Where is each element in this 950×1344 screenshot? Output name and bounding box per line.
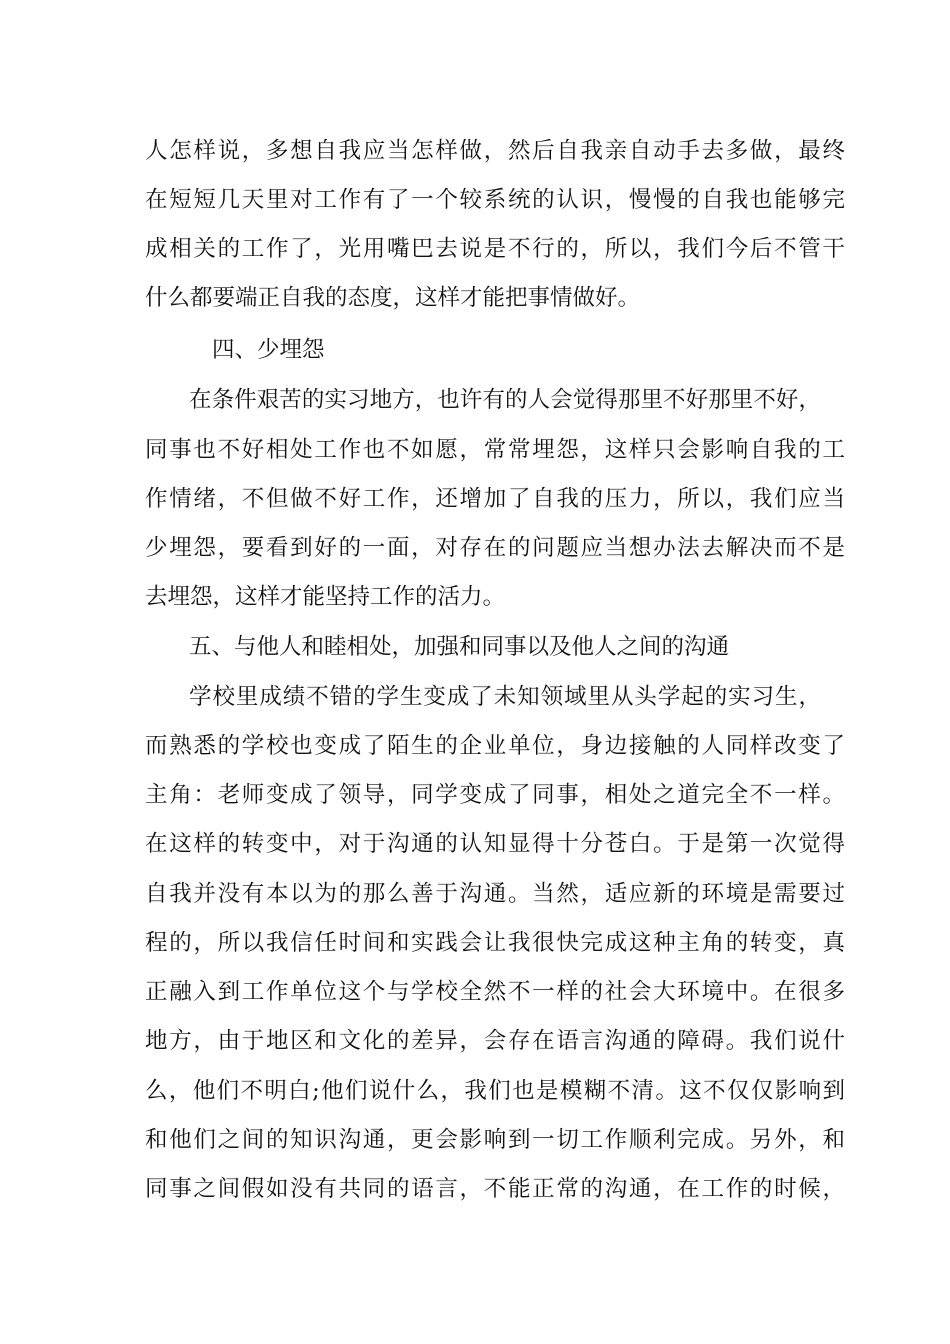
paragraph-line: 程的，所以我信任时间和实践会让我很快完成这种主角的转变，真 <box>145 930 845 956</box>
paragraph-line: 在条件艰苦的实习地方，也许有的人会觉得那里不好那里不好， <box>189 387 821 413</box>
paragraph-line: 在这样的转变中，对于沟通的认知显得十分苍白。于是第一次觉得 <box>145 831 845 857</box>
paragraph-line: 和他们之间的知识沟通，更会影响到一切工作顺利完成。另外，和 <box>145 1127 845 1153</box>
paragraph-line: 少埋怨，要看到好的一面，对存在的问题应当想办法去解决而不是 <box>145 535 845 561</box>
paragraph-line: 么，他们不明白;他们说什么，我们也是模糊不清。这不仅仅影响到 <box>145 1078 845 1104</box>
paragraph-line: 自我并没有本以为的那么善于沟通。当然，适应新的环境是需要过 <box>145 881 845 907</box>
section-heading: 四、少埋怨 <box>212 337 325 363</box>
paragraph-line: 学校里成绩不错的学生变成了未知领域里从头学起的实习生， <box>189 684 821 710</box>
paragraph-line: 同事也不好相处工作也不如愿，常常埋怨，这样只会影响自我的工 <box>145 437 845 463</box>
section-heading: 五、与他人和睦相处，加强和同事以及他人之间的沟通 <box>189 634 730 660</box>
paragraph-line: 地方，由于地区和文化的差异，会存在语言沟通的障碍。我们说什 <box>145 1028 845 1054</box>
paragraph-line: 同事之间假如没有共同的语言，不能正常的沟通，在工作的时候， <box>145 1176 845 1202</box>
paragraph-line: 而熟悉的学校也变成了陌生的企业单位，身边接触的人同样改变了 <box>145 733 845 759</box>
paragraph-line: 在短短几天里对工作有了一个较系统的认识，慢慢的自我也能够完 <box>145 187 845 213</box>
paragraph-line: 什么都要端正自我的态度，这样才能把事情做好。 <box>145 285 641 311</box>
paragraph-line: 主角：老师变成了领导，同学变成了同事，相处之道完全不一样。 <box>145 782 845 808</box>
paragraph-line: 作情绪，不但做不好工作，还增加了自我的压力，所以，我们应当 <box>145 486 845 512</box>
paragraph-line: 去埋怨，这样才能坚持工作的活力。 <box>145 584 506 610</box>
paragraph-line: 成相关的工作了，光用嘴巴去说是不行的，所以，我们今后不管干 <box>145 236 845 262</box>
paragraph-line: 人怎样说，多想自我应当怎样做，然后自我亲自动手去多做，最终 <box>145 138 845 164</box>
paragraph-line: 正融入到工作单位这个与学校全然不一样的社会大环境中。在很多 <box>145 979 845 1005</box>
